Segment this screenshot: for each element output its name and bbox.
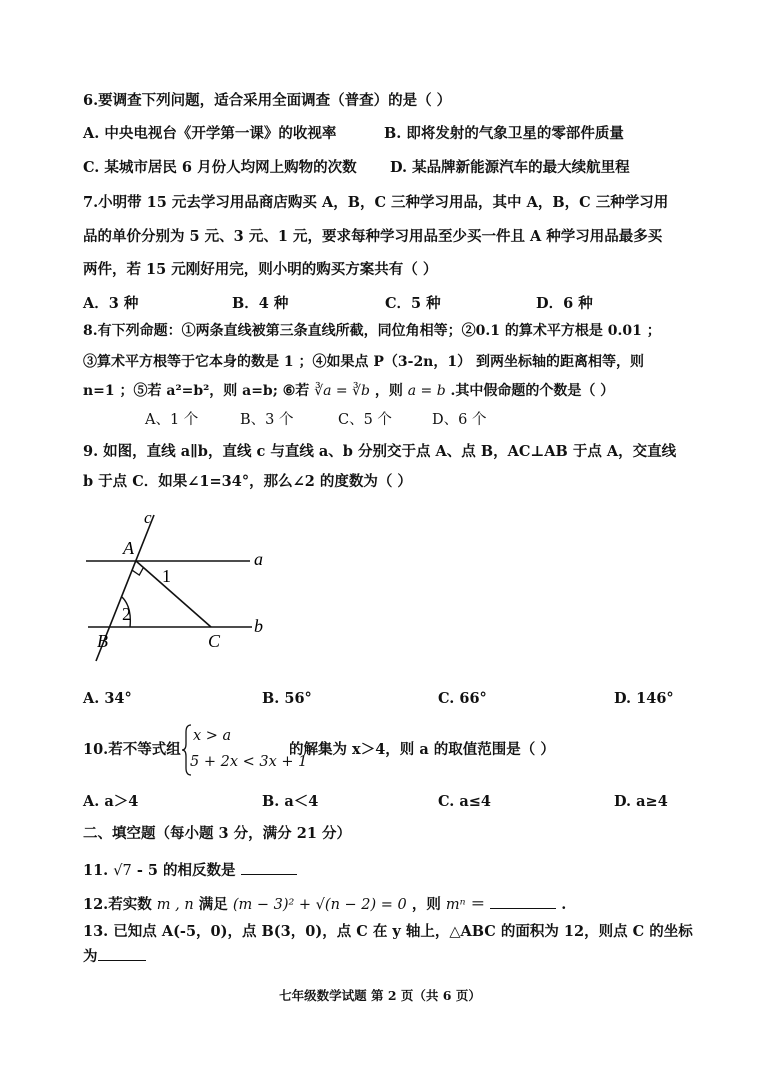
right-angle-mark [132,567,143,575]
q8-line3-a: n=1 ；⑤若 a²=b²，则 a=b; ⑥若 [83,383,310,399]
q9-line2: b 于点 C．如果∠1=34°，那么∠2 的度数为（ ） [83,473,412,490]
q10-prefix: 10.若不等式组 [83,741,181,758]
label-c: c [144,508,152,527]
q13-line1: 13. 已知点 A(-5，0)，点 B(3，0)，点 C 在 y 轴上，△ABC 的面积为 12，则点 C 的坐标 [83,923,693,940]
q8-line3-c: .其中假命题的个数是（ ） [450,383,615,399]
q9-line1: 9. 如图，直线 a∥b，直线 c 与直线 a、b 分别交于点 A、点 B，AC⊥AB 于点 A，交直线 [83,443,677,460]
q12-vars: m , n [156,897,194,913]
q12-prefix: 12.若实数 [83,896,152,913]
label-B: B [97,631,108,651]
q8-option-d: D、6 个 [432,412,487,428]
q12-line [83,894,566,915]
q8-line2: ③算术平方根等于它本身的数是 1 ；④如果点 P（3-2n，1） 到两坐标轴的距离相等，则 [83,354,644,370]
q9-option-d: D. 146° [614,690,674,707]
q10-option-d: D. a≥4 [614,793,668,810]
q12-mid: 满足 [198,896,233,913]
q12-answer-blank[interactable] [490,894,556,909]
q6-stem: 6.要调查下列问题，适合采用全面调查（普查）的是（ ） [83,92,452,109]
q11-suffix: - 5 的相反数是 [136,862,236,879]
q9-figure [80,505,280,665]
q11-answer-blank[interactable] [241,860,297,875]
q7-option-a: A．3 种 [83,295,139,312]
q9-option-b: B. 56° [262,690,312,707]
q11-line [83,860,297,881]
q7-option-c: C．5 种 [385,295,441,312]
label-a: a [254,549,263,569]
q8-option-c: C、5 个 [338,412,392,428]
q8-option-b: B、3 个 [240,412,294,428]
q6-option-d: D. 某品牌新能源汽车的最大续航里程 [390,159,630,176]
q13-line2-text: 为 [83,948,98,965]
label-angle-2: 2 [122,604,131,624]
label-angle-1: 1 [162,566,171,586]
q13-answer-blank[interactable] [98,946,146,961]
q7-line1: 7.小明带 15 元去学习用品商店购买 A，B，C 三种学习用品，其中 A，B，C 三种学习用 [83,194,669,211]
q8-line3 [83,381,614,401]
q9-option-a: A. 34° [83,690,132,707]
q8-line3-b: ，则 [374,383,403,399]
q6-option-b: B. 即将发射的气象卫星的零部件质量 [384,125,624,142]
q7-option-b: B．4 种 [232,295,289,312]
page-footer: 七年级数学试题 第 2 页（共 6 页） [279,988,481,1003]
q11-radical: √7 [113,863,132,879]
q9-option-c: C. 66° [438,690,487,707]
q10-option-c: C. a≤4 [438,793,492,810]
q7-option-d: D．6 种 [536,295,593,312]
q12-end: . [561,896,567,913]
q8-cbrt-eq: ∛a = ∛b [314,383,370,399]
q11-prefix: 11. [83,862,109,879]
q12-eq: ＝ [470,896,486,913]
label-C: C [208,631,221,651]
q6-option-c: C. 某城市居民 6 月份人均网上购物的次数 [83,159,357,176]
q10-suffix: 的解集为 x＞4，则 a 的取值范围是（ ） [289,741,555,758]
q12-expr: (m − 3)² + √(n − 2) = 0 [232,897,407,913]
q10-option-a: A. a＞4 [83,793,139,810]
q7-line3: 两件，若 15 元刚好用完，则小明的购买方案共有（ ） [83,261,438,278]
q8-a-eq-b: a = b [407,383,446,399]
q12-then: ，则 [411,896,446,913]
label-A: A [123,538,134,558]
section-2-heading: 二、填空题（每小题 3 分，满分 21 分） [83,825,351,842]
q8-line1: 8.有下列命题：①两条直线被第三条直线所截，同位角相等；②0.1 的算术平方根是 0.01 ； [83,323,661,339]
q7-line2: 品的单价分别为 5 元、3 元、1 元，要求每种学习用品至少买一件且 A 种学习用品最多买 [83,228,663,245]
segment-ac [136,561,211,627]
q10-option-b: B. a＜4 [262,793,319,810]
q8-option-a: A、1 个 [145,412,199,428]
q12-m-power-n: mⁿ [445,897,466,913]
label-b: b [254,616,263,636]
q13-line2 [83,946,146,967]
q6-option-a: A. 中央电视台《开学第一课》的收视率 [83,125,337,142]
q10-inequality-1: x > a [193,728,232,744]
q10-inequality-2: 5 + 2x < 3x + 1 [190,754,308,770]
